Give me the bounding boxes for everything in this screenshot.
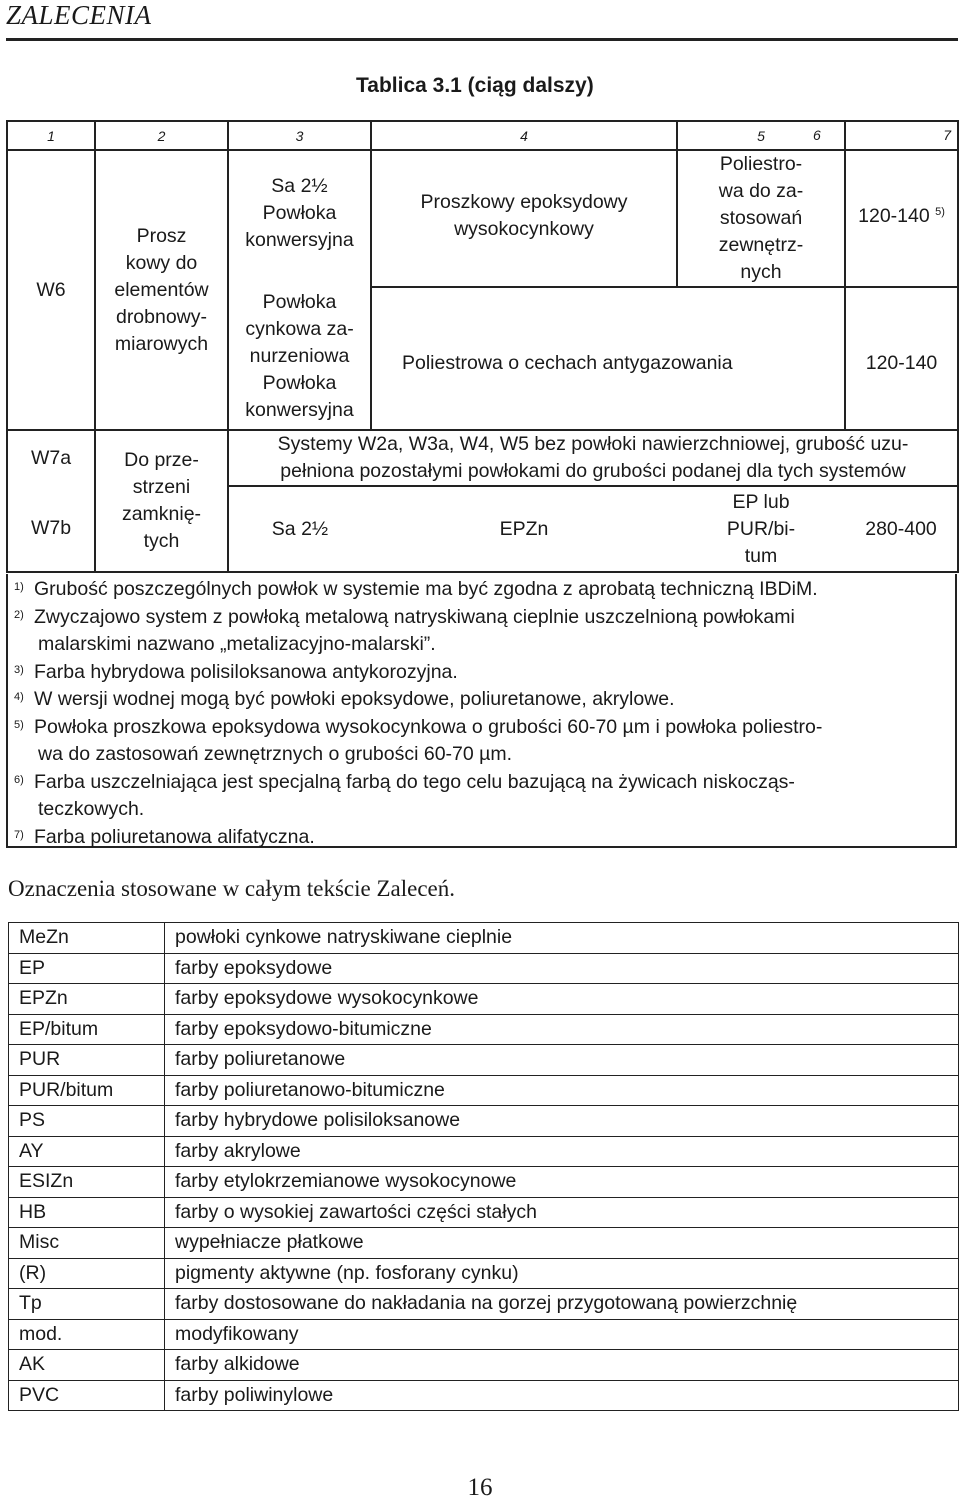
- legend-abbreviation: PUR/bitum: [9, 1075, 165, 1106]
- text-line: EP lub: [732, 490, 790, 513]
- text-line: Powłoka: [262, 372, 337, 394]
- legend-description: farby dostosowane do nakładania na gorzej przygotowaną powierzchnię: [165, 1289, 959, 1320]
- text-line: zamknię-: [121, 503, 202, 525]
- column-number-row: [7, 121, 958, 150]
- legend-row: [9, 1136, 959, 1167]
- legend-row: [9, 1197, 959, 1228]
- legend-row: [9, 1045, 959, 1076]
- text-line: PUR/bi-: [726, 517, 796, 540]
- legend-description: farby alkidowe: [165, 1350, 959, 1381]
- footnote-text: W wersji wodnej mogą być powłoki epoksydowe, poliuretanowe, akrylowe.: [34, 688, 675, 710]
- legend-row: [9, 1167, 959, 1198]
- footnote-text: Farba hybrydowa polisiloksanowa antykorozyjna.: [34, 660, 458, 683]
- antigas-coating: [371, 287, 845, 430]
- column-number: 5: [677, 121, 845, 150]
- text-line: strzeni: [132, 476, 191, 498]
- coating-layer-1: [371, 150, 677, 287]
- column-number-7: 7: [943, 127, 952, 143]
- legend-abbreviation: EP/bitum: [9, 1014, 165, 1045]
- text-line: elementów: [114, 278, 209, 301]
- footnotes: [8, 576, 953, 851]
- legend-row: [9, 1228, 959, 1259]
- legend-row: [9, 953, 959, 984]
- legend-description: farby akrylowe: [165, 1136, 959, 1167]
- coating-layer-1: EPZn: [371, 486, 677, 572]
- text-line: Systemy W2a, W3a, W4, W5 bez powłoki nawierzchniowej, grubość uzu-: [277, 433, 909, 455]
- legend-abbreviation: AK: [9, 1350, 165, 1381]
- legend-row: [9, 1350, 959, 1381]
- footnote-mark: 1): [14, 581, 24, 593]
- table-row: [7, 150, 958, 287]
- legend-description: farby epoksydowe wysokocynkowe: [165, 984, 959, 1015]
- coating-systems-table: [6, 120, 959, 573]
- systems-note: [228, 430, 958, 486]
- surface-prep-top: [228, 150, 371, 287]
- legend-description: farby poliuretanowe: [165, 1045, 959, 1076]
- legend-description: farby hybrydowe polisiloksanowe: [165, 1106, 959, 1137]
- footnote-mark: 7): [14, 828, 24, 841]
- text-line: konwersyjna: [245, 229, 354, 251]
- legend-description: pigmenty aktywne (np. fosforany cynku): [165, 1258, 959, 1289]
- legend-description: wypełniacze płatkowe: [165, 1228, 959, 1259]
- text-line: konwersyjna: [245, 399, 354, 421]
- legend-row: [9, 1014, 959, 1045]
- legend-abbreviation: PS: [9, 1106, 165, 1137]
- text-line: stosowań: [719, 207, 803, 229]
- legend-abbreviation: AY: [9, 1136, 165, 1167]
- text-line: Sa 2½: [271, 175, 328, 197]
- system-id-w7a: W7a: [7, 430, 95, 486]
- text-line: drobnowy-: [115, 305, 208, 328]
- column-number: 1: [7, 121, 95, 150]
- text-line: Proszkowy epoksydowy: [420, 191, 628, 213]
- surface-prep: Sa 2½: [228, 486, 371, 572]
- legend-abbreviation: mod.: [9, 1319, 165, 1350]
- thickness-value: 120-140: [858, 205, 930, 227]
- footnote-text: Farba poliuretanowa alifatyczna.: [34, 825, 315, 848]
- legend-row: [9, 1106, 959, 1137]
- legend-abbreviation: MeZn: [9, 923, 165, 954]
- text-line: Poliestro-: [719, 153, 803, 175]
- coating-layer-2: [677, 486, 845, 572]
- coating-layer-2: [677, 150, 845, 287]
- total-thickness: 280-400: [845, 486, 958, 572]
- text-line: miarowych: [114, 332, 209, 355]
- column-number: 2: [95, 121, 228, 150]
- total-thickness: [845, 150, 958, 287]
- legend-description: modyfikowany: [165, 1319, 959, 1350]
- footnote: [8, 686, 953, 714]
- surface-prep-middle: [228, 287, 371, 430]
- text-line: tych: [143, 530, 180, 552]
- table-row: [7, 430, 958, 486]
- footnote-mark: 4): [14, 691, 24, 703]
- footnote: [8, 659, 953, 687]
- legend-row: [9, 1258, 959, 1289]
- footnote-mark: 5): [14, 718, 24, 731]
- footnote: [8, 604, 953, 659]
- footnote-ref: 5): [935, 206, 945, 218]
- footnote-text: Grubość poszczególnych powłok w systemie ma być zgodna z aprobatą techniczną IBDiM.: [34, 578, 818, 600]
- legend-abbreviation: ESIZn: [9, 1167, 165, 1198]
- footnote: [8, 714, 953, 769]
- column-number: 4: [371, 121, 677, 150]
- footnote-mark: 2): [14, 608, 24, 621]
- text-line: zewnętrz-: [718, 234, 804, 256]
- legend-row: [9, 1289, 959, 1320]
- legend-row: [9, 984, 959, 1015]
- column-number-6: 6: [813, 127, 821, 143]
- legend-description: farby epoksydowe: [165, 953, 959, 984]
- page-number: 16: [467, 1474, 493, 1501]
- text-line: Poliestrowa o cechach antygazowania: [402, 352, 733, 374]
- legend-description: farby epoksydowo-bitumiczne: [165, 1014, 959, 1045]
- section-title: ZALECENIA: [6, 0, 152, 30]
- footnote-mark: 3): [14, 663, 24, 676]
- footnote-text: Zwyczajowo system z powłoką metalową natryskiwaną cieplnie uszczelnioną powłokami: [34, 605, 795, 628]
- text-line: tum: [744, 544, 778, 567]
- legend-description: farby o wysokiej zawartości części stałych: [165, 1197, 959, 1228]
- header-divider: [6, 38, 958, 41]
- footnote-text: wa do zastosowań zewnętrznych o grubości 60-70 µm.: [38, 743, 513, 765]
- system-id-w7b: W7b: [7, 486, 95, 572]
- legend-description: farby poliwinylowe: [165, 1380, 959, 1411]
- footnote-text: Powłoka proszkowa epoksydowa wysokocynkowa o grubości 60-70 µm i powłoka poliestro-: [34, 715, 823, 738]
- text-line: Prosz: [136, 224, 187, 247]
- total-thickness: [845, 287, 958, 430]
- text-line: wysokocynkowy: [454, 218, 594, 240]
- legend-description: farby poliuretanowo-bitumiczne: [165, 1075, 959, 1106]
- column-number: [813, 121, 958, 150]
- legend-abbreviation: PVC: [9, 1380, 165, 1411]
- text-line: cynkowa za-: [245, 318, 354, 340]
- footnote-text: malarskimi nazwano „metalizacyjno-malarski”.: [38, 633, 436, 655]
- footnote: [8, 576, 953, 604]
- system-id-w6: W6: [7, 150, 95, 430]
- text-line: pełniona pozostałymi powłokami do grubości podanej dla tych systemów: [280, 460, 906, 482]
- system-description-w7: [95, 430, 228, 572]
- legend-abbreviation: PUR: [9, 1045, 165, 1076]
- column-number: 3: [228, 121, 371, 150]
- system-description-w6: [95, 150, 228, 430]
- legend-title: Oznaczenia stosowane w całym tekście Zaleceń.: [8, 876, 456, 901]
- text-line: nych: [740, 261, 782, 283]
- footnote-mark: 6): [14, 773, 24, 786]
- footnote-text: Farba uszczelniająca jest specjalną farbą do tego celu bazującą na żywicach niskocząs-: [34, 770, 795, 793]
- table-caption: Tablica 3.1 (ciąg dalszy): [356, 74, 594, 97]
- text-line: kowy do: [125, 251, 198, 274]
- thickness-value: 120-140: [865, 352, 938, 374]
- text-line: wa do za-: [718, 180, 804, 202]
- legend-description: farby etylokrzemianowe wysokocynowe: [165, 1167, 959, 1198]
- legend-abbreviation: Tp: [9, 1289, 165, 1320]
- text-line: nurzeniowa: [249, 345, 350, 367]
- legend-row: [9, 923, 959, 954]
- text-line: Powłoka: [262, 202, 337, 224]
- legend-abbreviation: HB: [9, 1197, 165, 1228]
- abbreviations-table: [8, 922, 959, 1411]
- legend-description: powłoki cynkowe natryskiwane cieplnie: [165, 923, 959, 954]
- legend-abbreviation: Misc: [9, 1228, 165, 1259]
- legend-abbreviation: (R): [9, 1258, 165, 1289]
- text-line: Powłoka: [262, 291, 337, 313]
- legend-abbreviation: EPZn: [9, 984, 165, 1015]
- footnote: [8, 824, 953, 852]
- footnote: [8, 769, 953, 824]
- text-line: Do prze-: [124, 449, 199, 471]
- legend-row: [9, 1380, 959, 1411]
- legend-row: [9, 1075, 959, 1106]
- legend-abbreviation: EP: [9, 953, 165, 984]
- footnote-text: teczkowych.: [38, 798, 145, 820]
- legend-row: [9, 1319, 959, 1350]
